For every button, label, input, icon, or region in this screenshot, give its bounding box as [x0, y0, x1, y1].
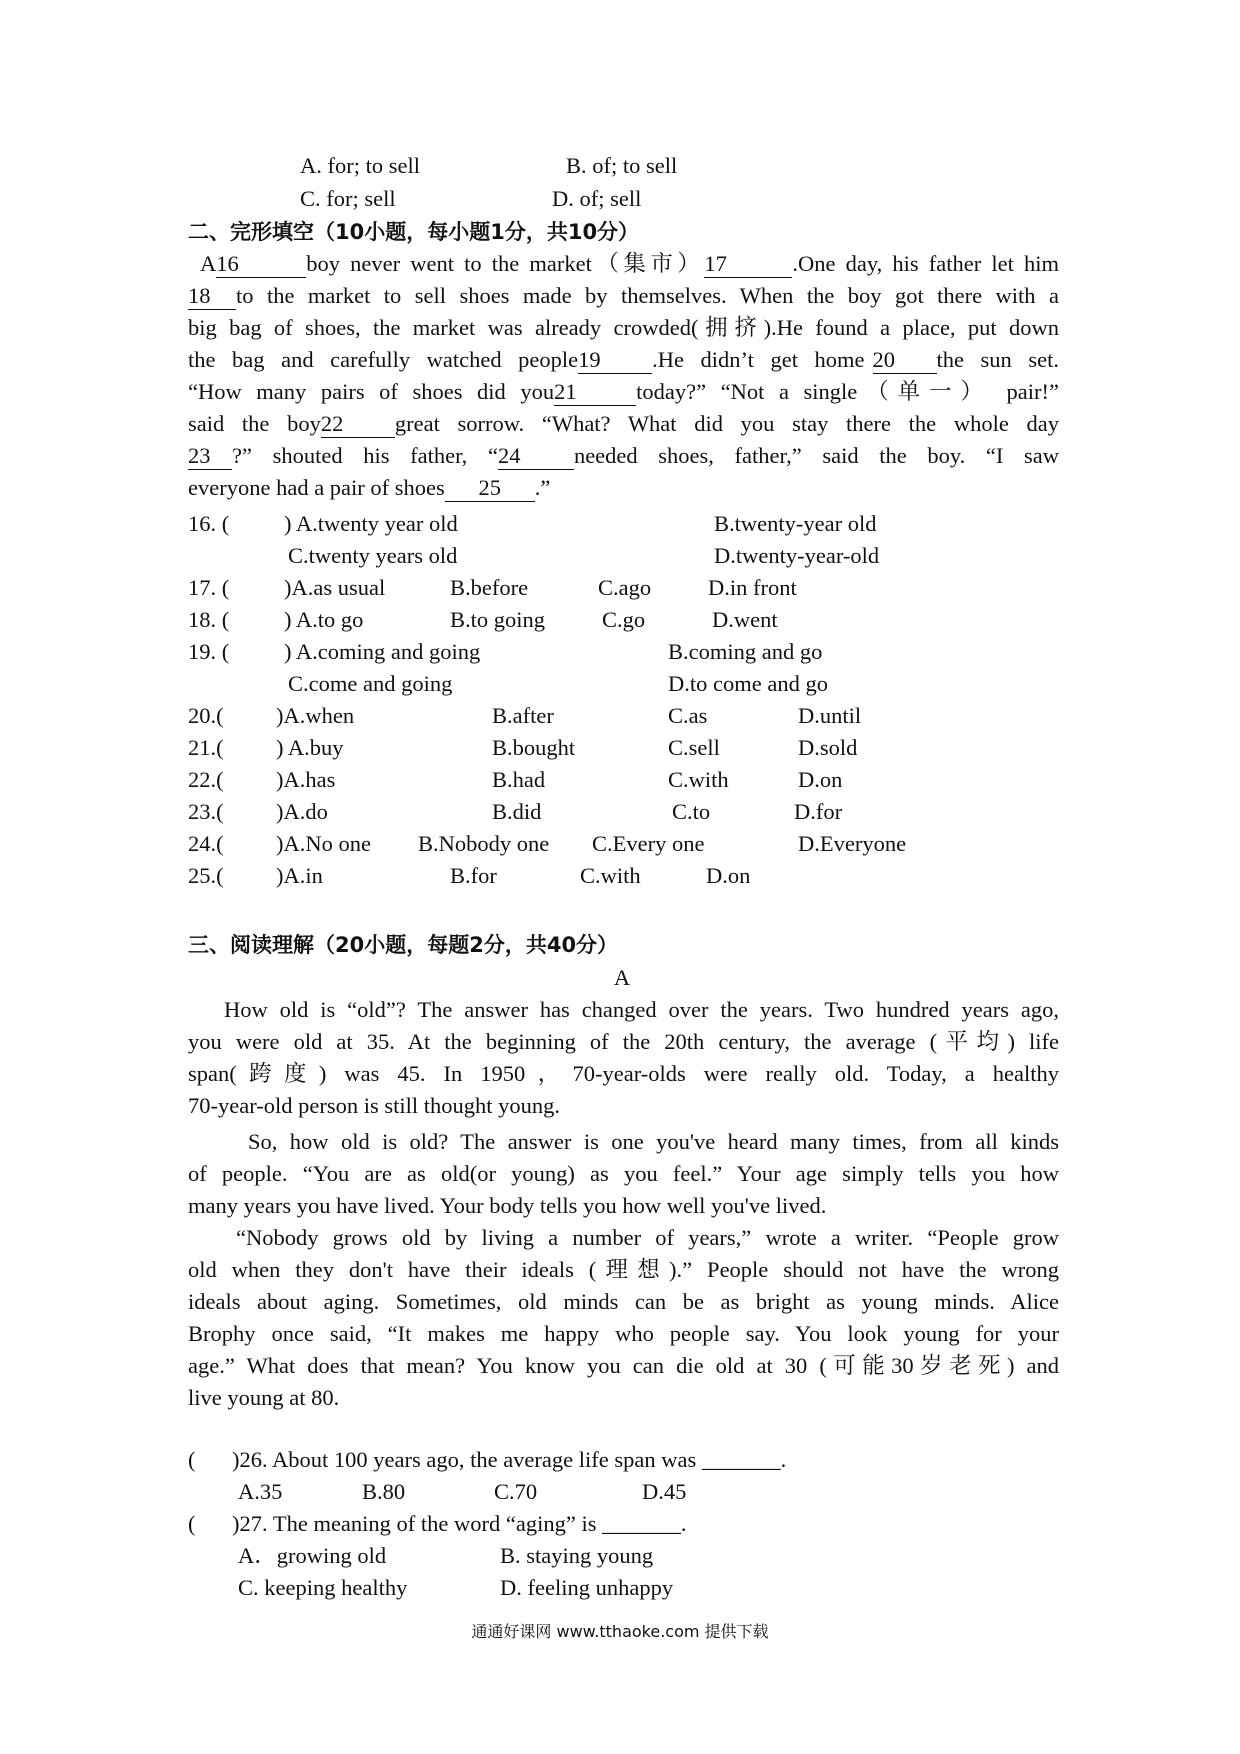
q19-option-d[interactable]: D.to come and go — [668, 671, 828, 696]
cloze-text: to the market to sell shoes made by themselves. When the boy got there with a — [236, 283, 1059, 308]
cloze-line-8 — [188, 472, 550, 504]
q24-number: 24.( — [188, 831, 224, 856]
q27-option-c[interactable]: C. keeping healthy — [238, 1575, 408, 1600]
q21-number: 21.( — [188, 735, 224, 760]
cloze-text: today?” “Not a single（单一） pair!” — [636, 379, 1060, 404]
q17-option-d[interactable]: D.in front — [708, 575, 797, 600]
section2-heading: 二、完形填空（10小题，每小题1分，共10分） — [188, 220, 640, 244]
q18-option-a[interactable]: ) A.to go — [284, 607, 364, 632]
q23-option-d[interactable]: D.for — [794, 799, 843, 824]
q21-option-a[interactable]: ) A.buy — [276, 735, 344, 760]
q23-option-c[interactable]: C.to — [672, 799, 711, 824]
section3-heading: 三、阅读理解（20小题，每题2分，共40分） — [188, 933, 619, 957]
cloze-text: the bag and carefully watched people — [188, 347, 579, 372]
q20-option-c[interactable]: C.as — [668, 703, 708, 728]
blank-24: 24 — [498, 443, 574, 470]
q26-paren[interactable]: ( — [188, 1447, 196, 1472]
cloze-line-7 — [188, 440, 1059, 473]
q18-number: 18. ( — [188, 607, 230, 632]
q26-stem: )26. About 100 years ago, the average life span was _______. — [232, 1447, 787, 1472]
blank-19: 19 — [578, 347, 652, 374]
q26-option-c[interactable]: C.70 — [494, 1479, 538, 1504]
q18-option-c[interactable]: C.go — [602, 607, 646, 632]
q20-option-b[interactable]: B.after — [492, 703, 554, 728]
blank-20: 20 — [873, 347, 937, 374]
prev-option-c: C. for; sell — [300, 186, 396, 211]
q25-option-a[interactable]: )A.in — [276, 863, 323, 888]
q27-option-d[interactable]: D. feeling unhappy — [500, 1575, 674, 1600]
q27-option-b[interactable]: B. staying young — [500, 1543, 654, 1568]
cloze-text: A — [200, 251, 217, 276]
q22-option-c[interactable]: C.with — [668, 767, 729, 792]
q18-option-b[interactable]: B.to going — [450, 607, 546, 632]
p3-line-5: age.” What does that mean? You know you can die old at 30 (可能30岁老死) and — [188, 1353, 1059, 1378]
cloze-line-3: big bag of shoes, the market was already crowded(拥挤).He found a place, put down — [188, 315, 1059, 340]
q19-option-b[interactable]: B.coming and go — [668, 639, 823, 664]
blank-16: 16 — [216, 251, 306, 278]
prev-option-d: D. of; sell — [552, 186, 642, 211]
p1-line-1: How old is “old”? The answer has changed over the years. Two hundred years ago, — [224, 997, 1059, 1022]
q23-option-b[interactable]: B.did — [492, 799, 542, 824]
cloze-text: everyone had a pair of shoes — [188, 475, 445, 500]
q18-option-d[interactable]: D.went — [712, 607, 778, 632]
cloze-text: .One day, his father let him — [792, 251, 1059, 276]
cloze-line-5 — [188, 376, 1059, 409]
cloze-text: great sorrow. “What? What did you stay there the whole day — [394, 411, 1060, 436]
q17-option-c[interactable]: C.ago — [598, 575, 652, 600]
q25-option-c[interactable]: C.with — [580, 863, 641, 888]
q21-option-c[interactable]: C.sell — [668, 735, 720, 760]
q20-number: 20.( — [188, 703, 224, 728]
q16-number: 16. ( — [188, 511, 230, 536]
q20-option-d[interactable]: D.until — [798, 703, 862, 728]
p1-line-2: you were old at 35. At the beginning of the 20th century, the average (平均) life — [188, 1029, 1059, 1054]
cloze-text: said the boy — [188, 411, 321, 436]
q16-option-d[interactable]: D.twenty-year-old — [714, 543, 880, 568]
q16-option-a[interactable]: ) A.twenty year old — [284, 511, 458, 536]
prev-option-a: A. for; to sell — [300, 153, 420, 178]
q17-option-b[interactable]: B.before — [450, 575, 529, 600]
q22-option-d[interactable]: D.on — [798, 767, 843, 792]
passage-label: A — [613, 965, 631, 990]
prev-option-b: B. of; to sell — [566, 153, 678, 178]
blank-21: 21 — [554, 379, 636, 406]
q27-paren[interactable]: ( — [188, 1511, 196, 1536]
q16-option-b[interactable]: B.twenty-year old — [714, 511, 877, 536]
q24-option-d[interactable]: D.Everyone — [798, 831, 907, 856]
cloze-line-6 — [188, 408, 1059, 441]
cloze-line-4 — [188, 344, 1059, 377]
p1-line-3: span(跨度) was 45. In 1950，70-year-olds were really old. Today, a healthy — [188, 1061, 1059, 1086]
q24-option-a[interactable]: )A.No one — [276, 831, 371, 856]
q26-option-a[interactable]: A.35 — [238, 1479, 283, 1504]
p1-line-4: 70-year-old person is still thought young. — [188, 1093, 561, 1118]
q20-option-a[interactable]: )A.when — [276, 703, 355, 728]
q24-option-b[interactable]: B.Nobody one — [418, 831, 550, 856]
q19-option-c[interactable]: C.come and going — [288, 671, 453, 696]
cloze-text: needed shoes, father,” said the boy. “I saw — [573, 443, 1059, 468]
blank-17: 17 — [704, 251, 792, 278]
p2-line-3: many years you have lived. Your body tells you how well you've lived. — [188, 1193, 827, 1218]
q27-option-a[interactable]: A．growing old — [238, 1543, 387, 1568]
p3-line-3: ideals about aging. Sometimes, old minds can be as bright as young minds. Alice — [188, 1289, 1059, 1314]
q25-option-d[interactable]: D.on — [706, 863, 751, 888]
q25-number: 25.( — [188, 863, 224, 888]
cloze-text: ?” shouted his father, “ — [232, 443, 498, 468]
cloze-line-1 — [188, 248, 1059, 281]
p3-line-1: “Nobody grows old by living a number of years,” wrote a writer. “People grow — [236, 1225, 1059, 1250]
blank-18: 18 — [188, 283, 236, 310]
blank-25: 25 — [445, 475, 535, 502]
q25-option-b[interactable]: B.for — [450, 863, 497, 888]
q21-option-b[interactable]: B.bought — [492, 735, 576, 760]
p3-line-6: live young at 80. — [188, 1385, 340, 1410]
cloze-text: “How many pairs of shoes did you — [188, 379, 555, 404]
blank-23: 23 — [188, 443, 232, 470]
q22-option-b[interactable]: B.had — [492, 767, 546, 792]
q16-option-c[interactable]: C.twenty years old — [288, 543, 458, 568]
p2-line-1: So, how old is old? The answer is one you've heard many times, from all kinds — [248, 1129, 1059, 1154]
blank-22: 22 — [321, 411, 395, 438]
q26-option-d[interactable]: D.45 — [642, 1479, 687, 1504]
p2-line-2: of people. “You are as old(or young) as you feel.” Your age simply tells you how — [188, 1161, 1059, 1186]
q19-option-a[interactable]: ) A.coming and going — [284, 639, 481, 664]
q22-option-a[interactable]: )A.has — [276, 767, 336, 792]
q17-number: 17. ( — [188, 575, 230, 600]
q21-option-d[interactable]: D.sold — [798, 735, 858, 760]
page-footer: 通通好课网 www.tthaoke.com 提供下载 — [471, 1622, 769, 1641]
q23-option-a[interactable]: )A.do — [276, 799, 328, 824]
p3-line-2: old when they don't have their ideals (理想).” People should not have the wrong — [188, 1257, 1059, 1282]
cloze-line-2 — [188, 280, 1059, 313]
cloze-text: the sun set. — [936, 347, 1059, 372]
q27-stem: )27. The meaning of the word “aging” is _______. — [232, 1511, 687, 1536]
cloze-text: .” — [534, 475, 551, 500]
q26-option-b[interactable]: B.80 — [362, 1479, 406, 1504]
cloze-text: .He didn’t get home — [652, 347, 865, 372]
q19-number: 19. ( — [188, 639, 230, 664]
q23-number: 23.( — [188, 799, 224, 824]
q22-number: 22.( — [188, 767, 224, 792]
q17-option-a[interactable]: )A.as usual — [284, 575, 386, 600]
q24-option-c[interactable]: C.Every one — [592, 831, 705, 856]
cloze-text: boy never went to the market（集市） — [306, 251, 705, 276]
p3-line-4: Brophy once said, “It makes me happy who people say. You look young for your — [188, 1321, 1059, 1346]
